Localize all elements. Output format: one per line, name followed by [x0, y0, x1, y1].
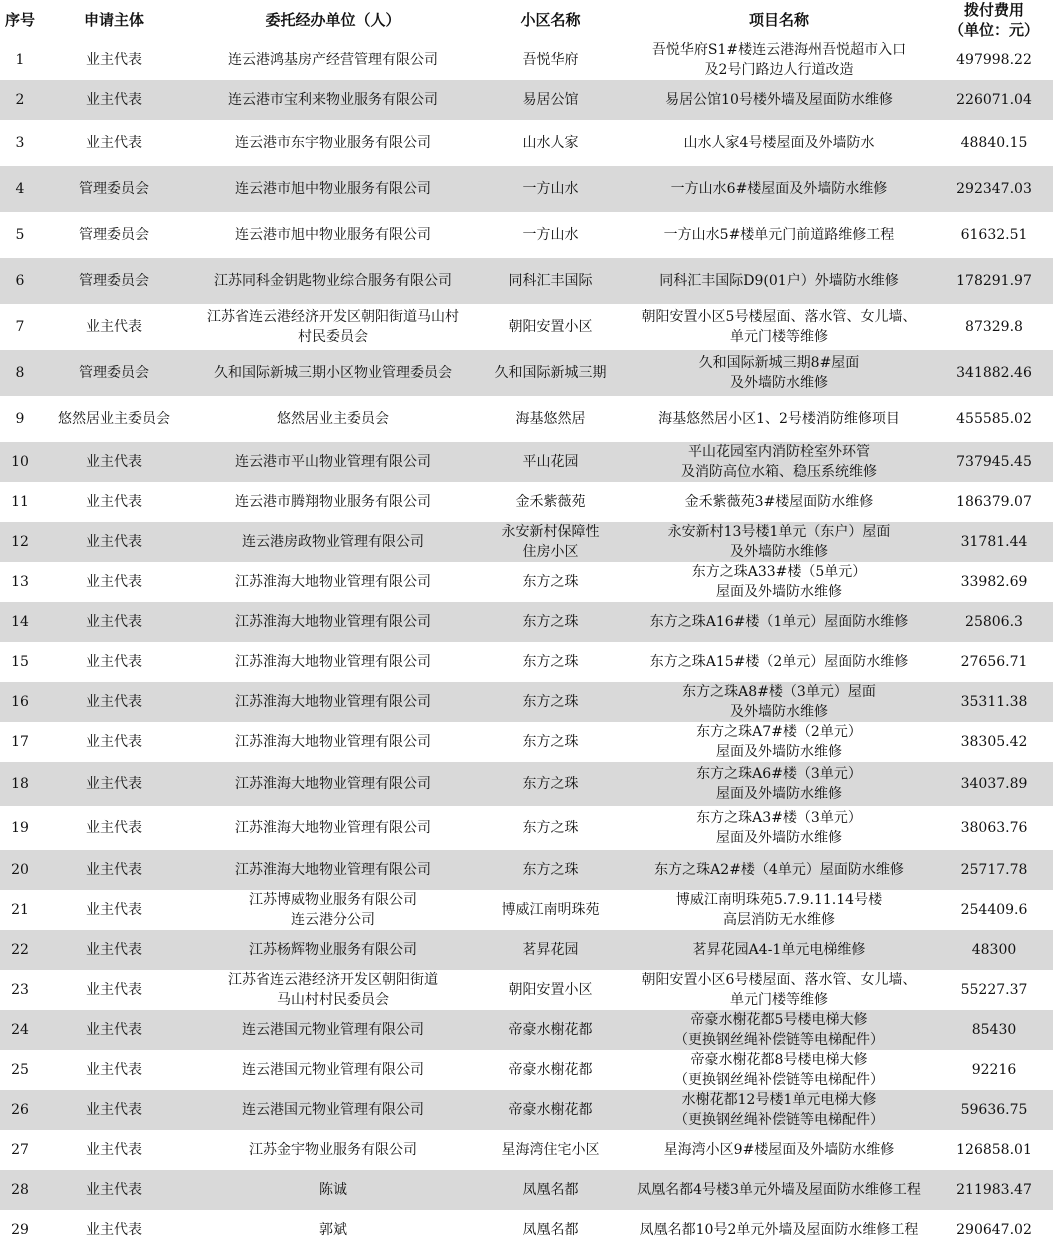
cell-no: 2: [15, 92, 25, 108]
cell-community: 东方之珠: [522, 694, 579, 710]
cell-project: 易居公馆10号楼外墙及屋面防水维修: [665, 92, 893, 108]
cell-project: 帝豪水榭花都5号楼电梯大修 （更换钢丝绳补偿链等电梯配件）: [674, 1012, 884, 1048]
cell-project: 一方山水6#楼屋面及外墙防水维修: [670, 181, 888, 197]
cell-fee: 92216: [971, 1062, 1017, 1078]
header-no: 序号: [4, 11, 35, 29]
cell-fee: 25806.3: [965, 614, 1023, 630]
cell-entrusted: 连云港房政物业管理有限公司: [242, 534, 424, 550]
table-row: [0, 396, 1053, 442]
table-row: [0, 442, 1053, 482]
cell-applicant: 业主代表: [86, 1222, 142, 1238]
cell-fee: 186379.07: [956, 494, 1032, 510]
cell-community: 朝阳安置小区: [508, 982, 593, 998]
cell-applicant: 业主代表: [86, 942, 142, 958]
cell-applicant: 业主代表: [86, 319, 142, 335]
cell-no: 27: [11, 1142, 29, 1158]
cell-entrusted: 江苏淮海大地物业管理有限公司: [235, 734, 431, 750]
cell-no: 7: [15, 319, 25, 335]
cell-project: 东方之珠A8#楼（3单元）屋面 及外墙防水维修: [682, 684, 876, 720]
cell-applicant: 管理委员会: [79, 181, 149, 197]
cell-applicant: 业主代表: [86, 1182, 142, 1198]
cell-project: 金禾紫薇苑3#楼屋面防水维修: [684, 494, 874, 510]
cell-entrusted: 江苏省连云港经济开发区朝阳街道马山村 村民委员会: [207, 309, 459, 345]
cell-entrusted: 久和国际新城三期小区物业管理委员会: [214, 365, 452, 381]
cell-fee: 34037.89: [960, 776, 1028, 792]
cell-entrusted: 连云港国元物业管理有限公司: [242, 1102, 424, 1118]
cell-applicant: 业主代表: [86, 734, 142, 750]
cell-applicant: 业主代表: [86, 534, 142, 550]
table-row: [0, 806, 1053, 850]
cell-fee: 737945.45: [956, 454, 1032, 470]
table-row: [0, 1130, 1053, 1170]
cell-fee: 35311.38: [960, 694, 1028, 710]
table-row: [0, 722, 1053, 762]
cell-community: 帝豪水榭花都: [508, 1022, 593, 1038]
cell-community: 永安新村保障性 住房小区: [501, 524, 600, 560]
cell-applicant: 业主代表: [86, 654, 142, 670]
cell-fee: 48300: [971, 942, 1017, 958]
cell-applicant: 业主代表: [86, 694, 142, 710]
cell-entrusted: 连云港市东宇物业服务有限公司: [235, 135, 431, 151]
cell-applicant: 业主代表: [86, 1142, 142, 1158]
table-row: [0, 522, 1053, 562]
cell-no: 4: [15, 181, 25, 197]
cell-community: 一方山水: [522, 227, 579, 243]
cell-community: 东方之珠: [522, 734, 579, 750]
cell-entrusted: 江苏淮海大地物业管理有限公司: [235, 654, 431, 670]
cell-fee: 85430: [971, 1022, 1017, 1038]
cell-entrusted: 江苏淮海大地物业管理有限公司: [235, 614, 431, 630]
cell-entrusted: 连云港市旭中物业服务有限公司: [235, 181, 431, 197]
cell-project: 星海湾小区9#楼屋面及外墙防水维修: [663, 1142, 895, 1158]
cell-no: 23: [11, 982, 29, 998]
cell-community: 吾悦华府: [522, 52, 579, 68]
table-row: [0, 602, 1053, 642]
table-row: [0, 930, 1053, 970]
cell-project: 朝阳安置小区6号楼屋面、落水管、女儿墙、 单元门楼等维修: [641, 972, 917, 1008]
cell-fee: 455585.02: [956, 411, 1032, 427]
cell-no: 22: [11, 942, 29, 958]
cell-no: 5: [15, 227, 25, 243]
table-row: [0, 1010, 1053, 1050]
header-community: 小区名称: [520, 11, 581, 29]
cell-community: 同科汇丰国际: [508, 273, 593, 289]
cell-community: 帝豪水榭花都: [508, 1102, 593, 1118]
table-row: [0, 562, 1053, 602]
table-row: [0, 1090, 1053, 1130]
cell-community: 久和国际新城三期: [494, 365, 607, 381]
cell-no: 14: [11, 614, 29, 630]
cell-no: 1: [15, 52, 25, 68]
cell-project: 海基悠然居小区1、2号楼消防维修项目: [658, 411, 900, 427]
header-fee: 拨付费用 （单位：元）: [948, 1, 1039, 39]
table-body: [0, 40, 1053, 1250]
cell-fee: 87329.8: [965, 319, 1023, 335]
cell-community: 山水人家: [522, 135, 579, 151]
cell-applicant: 业主代表: [86, 776, 142, 792]
table-row: [0, 850, 1053, 890]
cell-entrusted: 陈诚: [319, 1182, 347, 1198]
cell-no: 25: [11, 1062, 29, 1078]
cell-entrusted: 连云港市腾翔物业服务有限公司: [235, 494, 431, 510]
cell-applicant: 业主代表: [86, 52, 142, 68]
table-row: [0, 212, 1053, 258]
cell-applicant: 管理委员会: [79, 227, 149, 243]
cell-project: 东方之珠A33#楼（5单元） 屋面及外墙防水维修: [691, 564, 867, 600]
cell-applicant: 业主代表: [86, 92, 142, 108]
cell-applicant: 业主代表: [86, 902, 142, 918]
table-row: [0, 1210, 1053, 1250]
cell-community: 星海湾住宅小区: [501, 1142, 600, 1158]
cell-no: 6: [15, 273, 25, 289]
cell-project: 一方山水5#楼单元门前道路维修工程: [663, 227, 895, 243]
cell-entrusted: 连云港市宝利来物业服务有限公司: [228, 92, 438, 108]
cell-project: 东方之珠A3#楼（3单元） 屋面及外墙防水维修: [696, 810, 862, 846]
cell-no: 19: [11, 820, 29, 836]
cell-fee: 254409.6: [960, 902, 1028, 918]
cell-no: 24: [11, 1022, 29, 1038]
table-row: [0, 890, 1053, 930]
cell-entrusted: 江苏金宇物业服务有限公司: [249, 1142, 417, 1158]
cell-no: 28: [11, 1182, 29, 1198]
cell-entrusted: 江苏省连云港经济开发区朝阳街道 马山村村民委员会: [228, 972, 438, 1008]
cell-project: 东方之珠A2#楼（4单元）屋面防水维修: [654, 862, 904, 878]
cell-no: 10: [11, 454, 29, 470]
cell-no: 16: [11, 694, 29, 710]
cell-project: 茗昇花园A4-1单元电梯维修: [692, 942, 866, 958]
cell-entrusted: 江苏淮海大地物业管理有限公司: [235, 694, 431, 710]
cell-no: 13: [11, 574, 29, 590]
cell-project: 平山花园室内消防栓室外环管 及消防高位水箱、稳压系统维修: [681, 444, 877, 480]
cell-project: 水榭花都12号楼1单元电梯大修 （更换钢丝绳补偿链等电梯配件）: [674, 1092, 884, 1128]
table-row: [0, 1170, 1053, 1210]
table-row: [0, 350, 1053, 396]
table-row: [0, 120, 1053, 166]
cell-fee: 292347.03: [956, 181, 1032, 197]
table-row: [0, 970, 1053, 1010]
cell-no: 8: [15, 365, 25, 381]
cell-applicant: 业主代表: [86, 1062, 142, 1078]
cell-project: 博威江南明珠苑5.7.9.11.14号楼 高层消防无水维修: [675, 892, 883, 928]
cell-community: 平山花园: [522, 454, 579, 470]
cell-fee: 25717.78: [960, 862, 1028, 878]
cell-project: 吾悦华府S1#楼连云港海州吾悦超市入口 及2号门路边人行道改造: [651, 42, 907, 78]
cell-project: 永安新村13号楼1单元（东户）屋面 及外墙防水维修: [667, 524, 891, 560]
cell-community: 东方之珠: [522, 614, 579, 630]
cell-applicant: 业主代表: [86, 862, 142, 878]
table-row: [0, 642, 1053, 682]
cell-fee: 178291.97: [956, 273, 1032, 289]
cell-fee: 211983.47: [956, 1182, 1032, 1198]
cell-community: 帝豪水榭花都: [508, 1062, 593, 1078]
cell-applicant: 业主代表: [86, 1022, 142, 1038]
cell-fee: 38063.76: [960, 820, 1028, 836]
cell-fee: 61632.51: [960, 227, 1028, 243]
table-row: [0, 166, 1053, 212]
cell-community: 朝阳安置小区: [508, 319, 593, 335]
cell-project: 久和国际新城三期8#屋面 及外墙防水维修: [698, 355, 860, 391]
cell-applicant: 业主代表: [86, 1102, 142, 1118]
cell-entrusted: 江苏博威物业服务有限公司 连云港分公司: [249, 892, 417, 928]
cell-fee: 38305.42: [960, 734, 1028, 750]
cell-entrusted: 悠然居业主委员会: [277, 411, 389, 427]
cell-entrusted: 江苏淮海大地物业管理有限公司: [235, 776, 431, 792]
cell-entrusted: 连云港鸿基房产经营管理有限公司: [228, 52, 438, 68]
cell-entrusted: 江苏杨辉物业服务有限公司: [249, 942, 417, 958]
cell-no: 29: [11, 1222, 29, 1238]
cell-entrusted: 江苏同科金钥匙物业综合服务有限公司: [214, 273, 452, 289]
table-header: [0, 0, 1053, 40]
cell-project: 山水人家4号楼屋面及外墙防水: [683, 135, 875, 151]
table-row: [0, 40, 1053, 80]
cell-community: 东方之珠: [522, 820, 579, 836]
cell-community: 海基悠然居: [515, 411, 586, 427]
cell-entrusted: 连云港国元物业管理有限公司: [242, 1062, 424, 1078]
cell-entrusted: 江苏淮海大地物业管理有限公司: [235, 862, 431, 878]
cell-community: 东方之珠: [522, 654, 579, 670]
header-applicant: 申请主体: [83, 11, 144, 29]
cell-no: 21: [11, 902, 29, 918]
cell-project: 凤凰名都10号2单元外墙及屋面防水维修工程: [639, 1222, 919, 1238]
cell-project: 同科汇丰国际D9(01户）外墙防水维修: [659, 273, 899, 289]
cell-applicant: 悠然居业主委员会: [58, 411, 170, 427]
cell-fee: 27656.71: [960, 654, 1028, 670]
cell-entrusted: 连云港市平山物业管理有限公司: [235, 454, 431, 470]
cell-fee: 48840.15: [960, 135, 1028, 151]
cell-project: 东方之珠A6#楼（3单元） 屋面及外墙防水维修: [696, 766, 862, 802]
table-row: [0, 482, 1053, 522]
table-row: [0, 258, 1053, 304]
cell-fee: 341882.46: [956, 365, 1032, 381]
cell-no: 3: [15, 135, 25, 151]
cell-entrusted: 江苏淮海大地物业管理有限公司: [235, 820, 431, 836]
table-row: [0, 762, 1053, 806]
cell-applicant: 业主代表: [86, 494, 142, 510]
cell-no: 12: [11, 534, 29, 550]
cell-fee: 33982.69: [960, 574, 1028, 590]
cell-community: 东方之珠: [522, 862, 579, 878]
cell-no: 20: [11, 862, 29, 878]
cell-project: 东方之珠A16#楼（1单元）屋面防水维修: [649, 614, 909, 630]
table-row: [0, 682, 1053, 722]
cell-applicant: 业主代表: [86, 454, 142, 470]
cell-project: 东方之珠A7#楼（2单元） 屋面及外墙防水维修: [696, 724, 862, 760]
cell-entrusted: 连云港国元物业管理有限公司: [242, 1022, 424, 1038]
cell-fee: 31781.44: [960, 534, 1028, 550]
cell-applicant: 业主代表: [86, 614, 142, 630]
cell-applicant: 业主代表: [86, 982, 142, 998]
cell-fee: 226071.04: [956, 92, 1032, 108]
cell-community: 博威江南明珠苑: [501, 902, 600, 918]
cell-no: 18: [11, 776, 29, 792]
cell-fee: 126858.01: [956, 1142, 1032, 1158]
cell-entrusted: 连云港市旭中物业服务有限公司: [235, 227, 431, 243]
cell-community: 东方之珠: [522, 776, 579, 792]
cell-community: 凤凰名都: [522, 1182, 579, 1198]
cell-project: 帝豪水榭花都8号楼电梯大修 （更换钢丝绳补偿链等电梯配件）: [674, 1052, 884, 1088]
cell-no: 11: [11, 494, 29, 510]
cell-fee: 290647.02: [956, 1222, 1032, 1238]
header-row: [0, 0, 1053, 40]
cell-community: 东方之珠: [522, 574, 579, 590]
cell-community: 易居公馆: [522, 92, 579, 108]
cell-project: 凤凰名都4号楼3单元外墙及屋面防水维修工程: [637, 1182, 921, 1198]
cell-no: 17: [11, 734, 29, 750]
cell-entrusted: 江苏淮海大地物业管理有限公司: [235, 574, 431, 590]
table-row: [0, 304, 1053, 350]
cell-community: 金禾紫薇苑: [515, 494, 586, 510]
table-row: [0, 1050, 1053, 1090]
cell-applicant: 业主代表: [86, 135, 142, 151]
header-project: 项目名称: [748, 11, 809, 29]
table-row: [0, 80, 1053, 120]
cell-community: 茗昇花园: [522, 942, 579, 958]
cell-no: 9: [15, 411, 25, 427]
cell-community: 一方山水: [522, 181, 579, 197]
cell-applicant: 管理委员会: [79, 365, 149, 381]
cell-entrusted: 郭斌: [319, 1222, 347, 1238]
cell-project: 朝阳安置小区5号楼屋面、落水管、女儿墙、 单元门楼等维修: [641, 309, 917, 345]
cell-project: 东方之珠A15#楼（2单元）屋面防水维修: [649, 654, 909, 670]
cell-applicant: 业主代表: [86, 574, 142, 590]
cell-applicant: 业主代表: [86, 820, 142, 836]
cell-no: 26: [11, 1102, 29, 1118]
cell-fee: 497998.22: [956, 52, 1032, 68]
cell-fee: 55227.37: [960, 982, 1028, 998]
cell-community: 凤凰名都: [522, 1222, 579, 1238]
header-entrusted: 委托经办单位（人）: [265, 11, 401, 29]
cell-fee: 59636.75: [960, 1102, 1028, 1118]
cell-applicant: 管理委员会: [79, 273, 149, 289]
cell-no: 15: [11, 654, 29, 670]
